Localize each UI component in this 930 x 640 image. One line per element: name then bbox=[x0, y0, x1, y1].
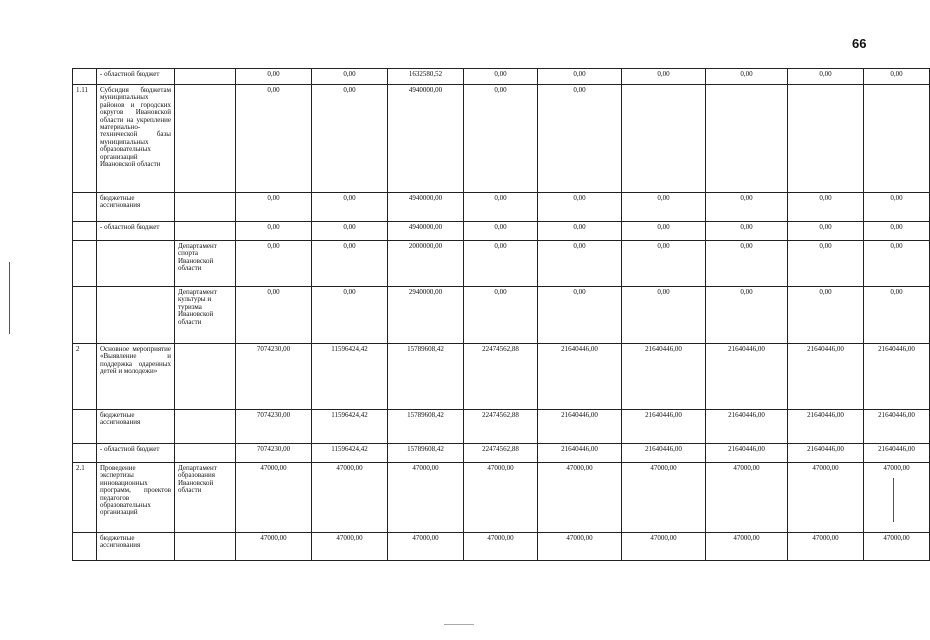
value-cell: 21640446,00 bbox=[706, 344, 788, 410]
value-cell: 21640446,00 bbox=[788, 444, 864, 463]
executor-cell bbox=[175, 344, 236, 410]
executor-cell bbox=[175, 533, 236, 561]
row-name-cell: бюджетные ассигнования bbox=[97, 533, 175, 561]
value-cell: 0,00 bbox=[788, 193, 864, 222]
row-name-cell bbox=[97, 287, 175, 344]
value-cell: 47000,00 bbox=[538, 463, 622, 533]
scan-mark-right bbox=[893, 478, 894, 522]
value-cell: 0,00 bbox=[538, 85, 622, 193]
value-cell: 0,00 bbox=[236, 69, 312, 85]
value-cell: 0,00 bbox=[864, 222, 930, 241]
table-row bbox=[73, 69, 930, 85]
value-cell: 0,00 bbox=[788, 69, 864, 85]
row-name-cell: бюджетные ассигнования bbox=[97, 193, 175, 222]
value-cell: 47000,00 bbox=[312, 463, 388, 533]
value-cell: 47000,00 bbox=[622, 463, 706, 533]
row-number-cell bbox=[73, 241, 97, 287]
value-cell: 0,00 bbox=[464, 193, 538, 222]
executor-cell bbox=[175, 85, 236, 193]
value-cell: 2940000,00 bbox=[388, 287, 464, 344]
value-cell: 11596424,42 bbox=[312, 444, 388, 463]
executor-cell bbox=[175, 193, 236, 222]
value-cell: 7074230,00 bbox=[236, 344, 312, 410]
value-cell: 0,00 bbox=[236, 85, 312, 193]
value-cell: 0,00 bbox=[464, 241, 538, 287]
value-cell: 21640446,00 bbox=[538, 444, 622, 463]
row-number-cell: 2 bbox=[73, 344, 97, 410]
value-cell: 0,00 bbox=[864, 287, 930, 344]
row-number-cell bbox=[73, 69, 97, 85]
row-number-cell: 2.1 bbox=[73, 463, 97, 533]
table-body bbox=[73, 69, 930, 561]
value-cell: 0,00 bbox=[236, 241, 312, 287]
value-cell: 47000,00 bbox=[622, 533, 706, 561]
row-name-cell: - областной бюджет bbox=[97, 222, 175, 241]
row-number-cell bbox=[73, 444, 97, 463]
value-cell: 0,00 bbox=[312, 193, 388, 222]
value-cell: 21640446,00 bbox=[538, 410, 622, 444]
value-cell: 0,00 bbox=[312, 85, 388, 193]
value-cell: 0,00 bbox=[622, 69, 706, 85]
page-number: 66 bbox=[852, 36, 867, 51]
value-cell: 7074230,00 bbox=[236, 410, 312, 444]
value-cell: 11596424,42 bbox=[312, 344, 388, 410]
scan-mark-bottom bbox=[444, 624, 474, 625]
value-cell: 0,00 bbox=[706, 222, 788, 241]
row-name-cell: Основное мероприятие «Выявление и поддержка одаренных детей и молодежи» bbox=[97, 344, 175, 410]
row-name-cell: бюджетные ассигнования bbox=[97, 410, 175, 444]
row-number-cell: 1.11 bbox=[73, 85, 97, 193]
value-cell: 47000,00 bbox=[538, 533, 622, 561]
value-cell: 0,00 bbox=[788, 222, 864, 241]
table-row bbox=[73, 222, 930, 241]
value-cell: 0,00 bbox=[864, 241, 930, 287]
table-row bbox=[73, 85, 930, 193]
table-row bbox=[73, 344, 930, 410]
table-row bbox=[73, 287, 930, 344]
value-cell: 0,00 bbox=[788, 241, 864, 287]
value-cell: 0,00 bbox=[538, 287, 622, 344]
value-cell: 21640446,00 bbox=[622, 344, 706, 410]
row-number-cell bbox=[73, 287, 97, 344]
value-cell: 0,00 bbox=[622, 287, 706, 344]
row-number-cell bbox=[73, 222, 97, 241]
value-cell: 2000000,00 bbox=[388, 241, 464, 287]
row-number-cell bbox=[73, 533, 97, 561]
value-cell: 0,00 bbox=[312, 241, 388, 287]
value-cell: 0,00 bbox=[236, 287, 312, 344]
value-cell: 15789608,42 bbox=[388, 444, 464, 463]
value-cell: 0,00 bbox=[538, 69, 622, 85]
value-cell: 0,00 bbox=[464, 85, 538, 193]
value-cell: 0,00 bbox=[236, 222, 312, 241]
value-cell: 47000,00 bbox=[388, 463, 464, 533]
value-cell: 47000,00 bbox=[788, 533, 864, 561]
value-cell: 47000,00 bbox=[706, 533, 788, 561]
value-cell: 0,00 bbox=[312, 287, 388, 344]
value-cell: 11596424,42 bbox=[312, 410, 388, 444]
value-cell: 47000,00 bbox=[388, 533, 464, 561]
value-cell: 47000,00 bbox=[236, 533, 312, 561]
value-cell: 0,00 bbox=[312, 222, 388, 241]
value-cell: 0,00 bbox=[622, 222, 706, 241]
table-row bbox=[73, 444, 930, 463]
table-row bbox=[73, 463, 930, 533]
table-row bbox=[73, 193, 930, 222]
row-name-cell: - областной бюджет bbox=[97, 69, 175, 85]
executor-cell: Департамент спорта Ивановской области bbox=[175, 241, 236, 287]
value-cell: 0,00 bbox=[464, 222, 538, 241]
value-cell: 0,00 bbox=[864, 193, 930, 222]
value-cell: 7074230,00 bbox=[236, 444, 312, 463]
table-row bbox=[73, 533, 930, 561]
value-cell: 21640446,00 bbox=[864, 410, 930, 444]
value-cell: 0,00 bbox=[236, 193, 312, 222]
value-cell bbox=[864, 85, 930, 193]
value-cell: 0,00 bbox=[538, 222, 622, 241]
value-cell: 21640446,00 bbox=[622, 444, 706, 463]
value-cell: 21640446,00 bbox=[706, 444, 788, 463]
value-cell: 15789608,42 bbox=[388, 344, 464, 410]
budget-table bbox=[72, 68, 930, 561]
value-cell bbox=[622, 85, 706, 193]
value-cell: 21640446,00 bbox=[788, 410, 864, 444]
value-cell: 47000,00 bbox=[464, 533, 538, 561]
value-cell: 47000,00 bbox=[312, 533, 388, 561]
value-cell: 22474562,88 bbox=[464, 444, 538, 463]
value-cell: 0,00 bbox=[538, 193, 622, 222]
row-name-cell: Субсидия бюджетам муниципальных районов и городских округов Ивановской области на укрепление материально-технической базы муниципальных образовательных организаций Ивановской области bbox=[97, 85, 175, 193]
value-cell: 0,00 bbox=[464, 69, 538, 85]
row-name-cell bbox=[97, 241, 175, 287]
value-cell: 0,00 bbox=[706, 287, 788, 344]
scan-mark-left bbox=[9, 262, 10, 334]
value-cell: 1632580,52 bbox=[388, 69, 464, 85]
executor-cell bbox=[175, 444, 236, 463]
value-cell bbox=[706, 85, 788, 193]
executor-cell: Департамент образования Ивановской области bbox=[175, 463, 236, 533]
value-cell bbox=[788, 85, 864, 193]
value-cell: 0,00 bbox=[622, 241, 706, 287]
value-cell: 22474562,88 bbox=[464, 410, 538, 444]
value-cell: 21640446,00 bbox=[706, 410, 788, 444]
value-cell: 21640446,00 bbox=[538, 344, 622, 410]
executor-cell bbox=[175, 69, 236, 85]
value-cell: 4940000,00 bbox=[388, 85, 464, 193]
value-cell: 21640446,00 bbox=[864, 444, 930, 463]
value-cell: 0,00 bbox=[312, 69, 388, 85]
value-cell: 21640446,00 bbox=[622, 410, 706, 444]
value-cell: 47000,00 bbox=[864, 463, 930, 533]
value-cell: 21640446,00 bbox=[864, 344, 930, 410]
value-cell: 0,00 bbox=[706, 69, 788, 85]
value-cell: 4940000,00 bbox=[388, 193, 464, 222]
value-cell: 0,00 bbox=[788, 287, 864, 344]
executor-cell bbox=[175, 222, 236, 241]
value-cell: 21640446,00 bbox=[788, 344, 864, 410]
value-cell: 0,00 bbox=[538, 241, 622, 287]
value-cell: 15789608,42 bbox=[388, 410, 464, 444]
value-cell: 47000,00 bbox=[464, 463, 538, 533]
value-cell: 0,00 bbox=[464, 287, 538, 344]
value-cell: 0,00 bbox=[622, 193, 706, 222]
value-cell: 4940000,00 bbox=[388, 222, 464, 241]
row-number-cell bbox=[73, 193, 97, 222]
value-cell: 0,00 bbox=[706, 193, 788, 222]
executor-cell bbox=[175, 410, 236, 444]
row-name-cell: Проведение экспертизы инновационных программ, проектов педагогов образовательных организаций bbox=[97, 463, 175, 533]
executor-cell: Департамент культуры и туризма Ивановской области bbox=[175, 287, 236, 344]
value-cell: 47000,00 bbox=[788, 463, 864, 533]
value-cell: 0,00 bbox=[864, 69, 930, 85]
table-row bbox=[73, 241, 930, 287]
row-name-cell: - областной бюджет bbox=[97, 444, 175, 463]
value-cell: 22474562,88 bbox=[464, 344, 538, 410]
row-number-cell bbox=[73, 410, 97, 444]
table-row bbox=[73, 410, 930, 444]
value-cell: 0,00 bbox=[706, 241, 788, 287]
value-cell: 47000,00 bbox=[706, 463, 788, 533]
value-cell: 47000,00 bbox=[864, 533, 930, 561]
value-cell: 47000,00 bbox=[236, 463, 312, 533]
